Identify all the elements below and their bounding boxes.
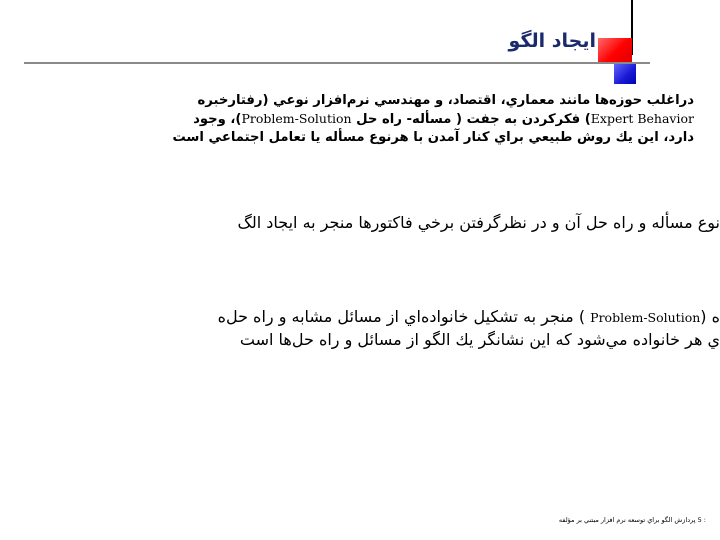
intro-term-expert: Expert Behavior: [590, 111, 694, 126]
para2-line-1: نوع مسأله و راه حل آن و در نظرگرفتن برخي فاكتورها منجر به ايجاد الگ: [237, 213, 720, 232]
footer-note: : 5 پردازش الگو براي توسعه نرم افزار مبتني بر مؤلفه: [558, 516, 706, 524]
intro-line-2-text: ) فكركردن به جفت ( مسأله- راه حل: [356, 112, 591, 127]
logo-blue-square: [614, 62, 636, 84]
para3-line-2: ي هر خانواده مي‌شود كه اين نشانگر يك الگو از مسائل و راه حل‌ها است: [239, 330, 720, 349]
intro-line-1: دراغلب حوزه‌ها مانند معماري، اقتصاد، و مهندسي نرم‌افزار نوعي (رفتارخبره: [197, 93, 694, 108]
para3-line-1-head: ه (: [700, 307, 720, 326]
intro-line-2: [80, 110, 694, 129]
para3-line-1-tail: ) منجر به تشكيل خانواده‌اي از مسائل مشابه و راه حل‌ه: [217, 307, 586, 326]
para3-term-problem-solution: Problem-Solution: [590, 310, 701, 325]
logo-red-square: [598, 38, 632, 62]
slide-title: ايجاد الگو: [508, 30, 596, 52]
para3-line-1: [218, 307, 720, 326]
intro-line-2-tail: )، وجود: [193, 112, 242, 127]
intro-term-problem-solution: Problem-Solution: [241, 111, 352, 126]
intro-line-3: دارد، اين يك روش طبيعي براي كنار آمدن با هرنوع مسأله يا تعامل اجتماعي است: [172, 130, 694, 145]
intro-paragraph: [80, 92, 694, 147]
title-underline: [24, 62, 650, 64]
